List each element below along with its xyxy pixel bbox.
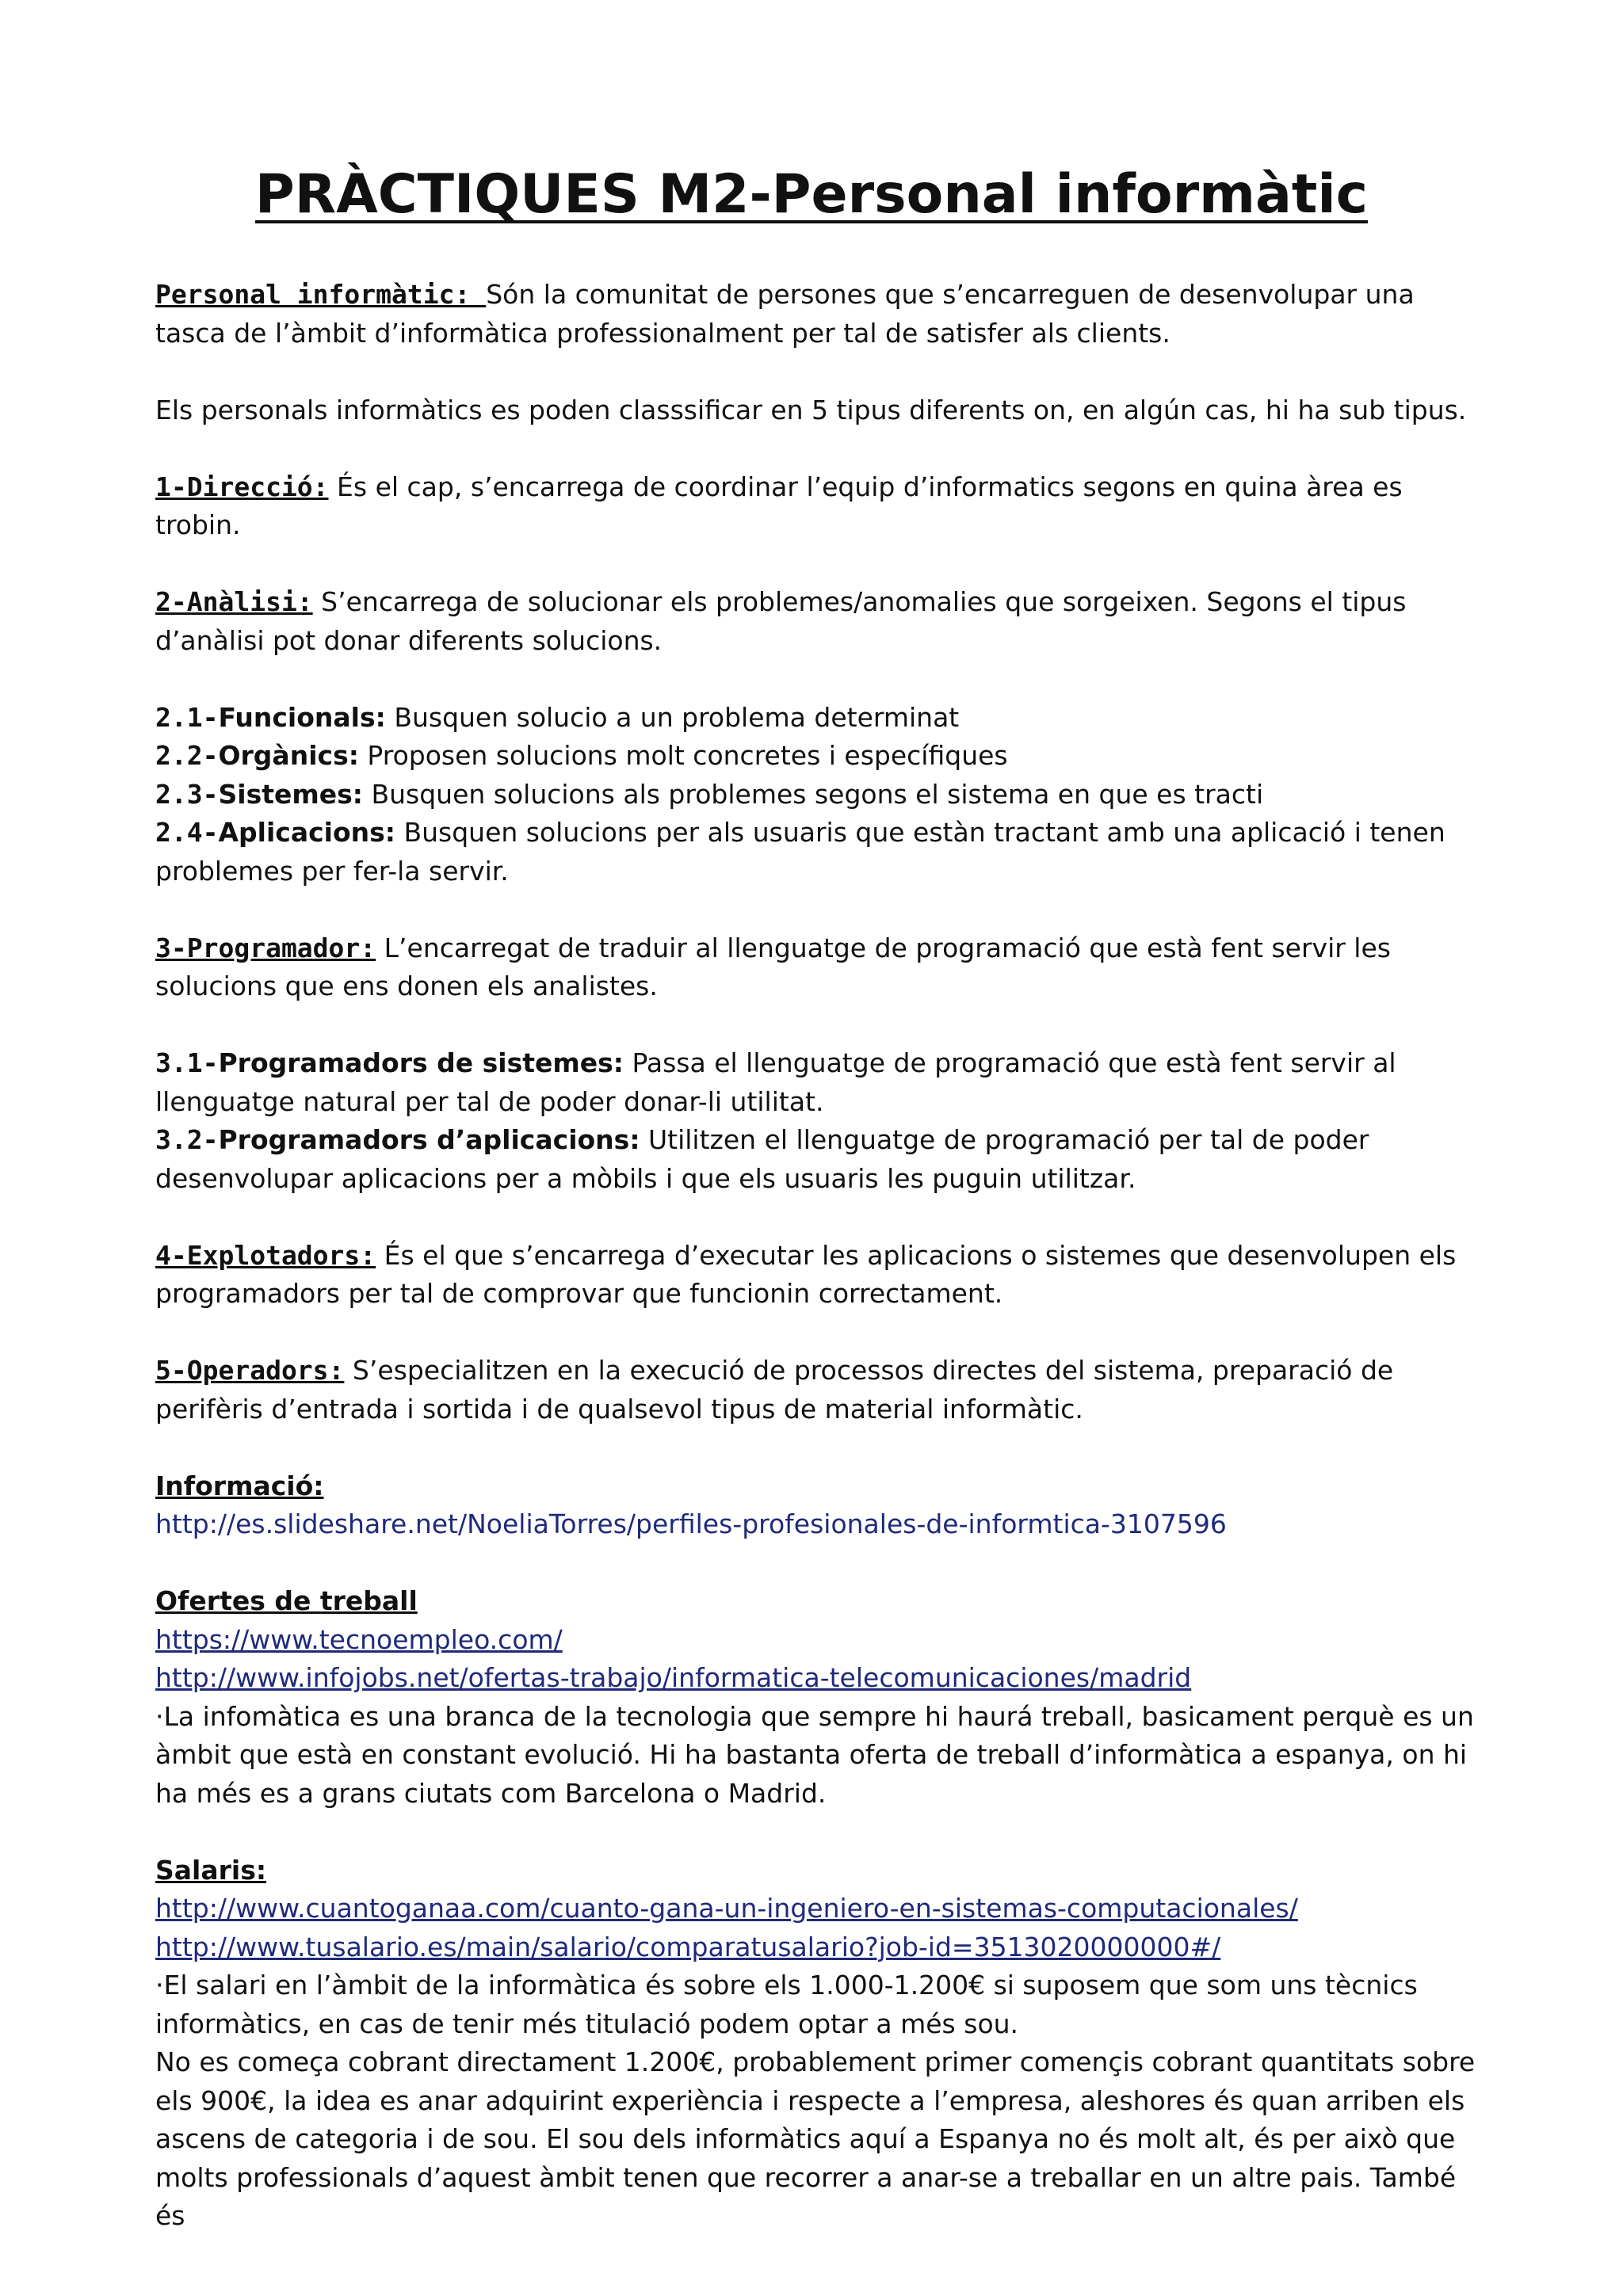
explotadors-label: 4-Explotadors: [155,1239,376,1271]
intro-label: Personal informàtic: [155,279,487,310]
analisi-sub-item: 2.4-Aplicacions: Busquen solucions per als usuaris que estàn tractant amb una aplicació i tenen problemes per fer-la servir. [155,817,1445,887]
programador-paragraph [155,929,1487,1006]
operadors-text: S’especialitzen en la execució de processos directes del sistema, preparació de perifèris d’entrada i sortida i de qualsevol tipus de material informàtic. [155,1355,1394,1425]
intro-text: Són la comunitat de persones que s’encarreguen de desenvolupar una tasca de l’àmbit d’informàtica professionalment per tal de satisfer als clients. [155,279,1415,349]
analisi-paragraph [155,583,1487,660]
programador-label: 3-Programador: [155,932,376,963]
operadors-label: 5-Operadors: [155,1355,345,1386]
salaris-heading: Salaris: [155,1854,267,1886]
cuantoganaa-link[interactable]: http://www.cuantoganaa.com/cuanto-gana-un-ingeniero-en-sistemas-computacionales/ [155,1893,1298,1924]
analisi-sub-item: 2.3-Sistemes: Busquen solucions als problemes segons el sistema en que es tracti [155,778,1264,810]
tusalario-link[interactable]: http://www.tusalario.es/main/salario/comparatusalario?job-id=3513020000000#/ [155,1931,1221,1962]
classification-paragraph: Els personals informàtics es poden classsificar en 5 tipus diferents on, en algún cas, hi ha sub tipus. [155,394,1467,425]
informacio-heading: Informació: [155,1470,324,1501]
direccio-text: És el cap, s’encarrega de coordinar l’equip d’informatics segons en quina àrea es trobin. [155,471,1403,540]
programador-sub-item: 3.1-Programadors de sistemes: Passa el llenguatge de programació que està fent servir al llenguatge natural per tal de poder donar-li utilitat. [155,1047,1396,1117]
infojobs-link[interactable]: http://www.infojobs.net/ofertas-trabajo/informatica-telecomunicaciones/madrid [155,1662,1192,1693]
intro-paragraph [155,276,1487,353]
operadors-paragraph [155,1352,1487,1428]
analisi-text: S’encarrega de solucionar els problemes/anomalies que sorgeixen. Segons el tipus d’anàlisi pot donar diferents solucions. [155,586,1407,656]
ofertes-text: ·La infomàtica es una branca de la tecnologia que sempre hi haurá treball, basicament perquè es un àmbit que està en constant evolució. Hi ha bastanta oferta de treball d’informàtica a espanya, on hi ha més es a grans ciutats com Barcelona o Madrid. [155,1700,1474,1809]
analisi-sub-item: 2.2-Orgànics: Proposen solucions molt concretes i específiques [155,740,1008,771]
informacio-link[interactable]: http://es.slideshare.net/NoeliaTorres/perfiles-profesionales-de-informtica-3107596 [155,1508,1227,1539]
explotadors-text: És el que s’encarrega d’executar les aplicacions o sistemes que desenvolupen els programadors per tal de comprovar que funcionin correctament. [155,1239,1457,1309]
programador-sub-item: 3.2-Programadors d’aplicacions: Utilitzen el llenguatge de programació per tal de poder desenvolupar aplicacions per a mòbils i que els usuaris les puguin utilitzar. [155,1124,1369,1194]
salaris-text-1: ·El salari en l’àmbit de la informàtica és sobre els 1.000-1.200€ si suposem que som uns tècnics informàtics, en cas de tenir més titulació podem optar a més sou. [155,1970,1418,2039]
analisi-label: 2-Anàlisi: [155,586,313,617]
direccio-paragraph [155,468,1487,545]
tecnoempleo-link[interactable]: https://www.tecnoempleo.com/ [155,1623,563,1655]
analisi-sub-item: 2.1-Funcionals: Busquen solucio a un problema determinat [155,701,960,733]
direccio-label: 1-Direcció: [155,471,329,502]
document-body [155,276,1487,2236]
page-title: PRÀCTIQUES M2-Personal informàtic [254,163,1369,226]
salaris-text-2: No es começa cobrant directament 1.200€, probablement primer començis cobrant quantitats sobre els 900€, la idea es anar adquirint experiència i respecte a l’empresa, aleshores és quan arriben els ascens de categoria i de sou. El sou dels informàtics aquí a Espanya no és molt alt, és per això que molts professionals d’aquest àmbit tenen que recorrer a anar-se a treballar en un altre pais. També és [155,2046,1476,2231]
explotadors-paragraph [155,1237,1487,1314]
programador-text: L’encarregat de traduir al llenguatge de programació que està fent servir les solucions que ens donen els analistes. [155,932,1391,1001]
ofertes-heading: Ofertes de treball [155,1585,418,1616]
